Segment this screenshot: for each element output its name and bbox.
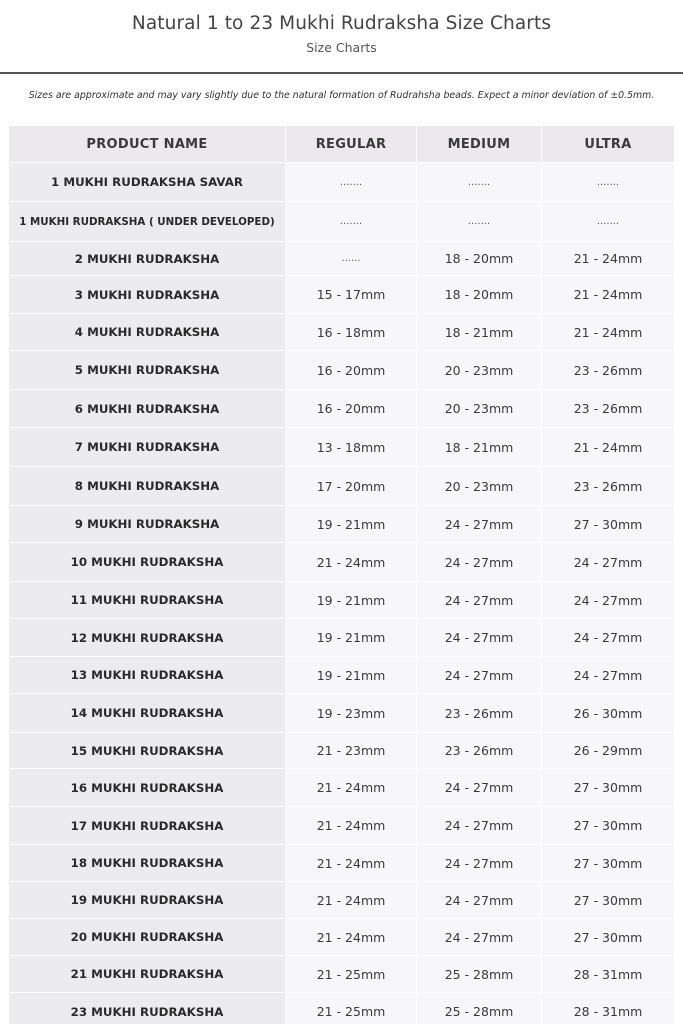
- ultra-size-cell: 28 - 31mm: [542, 956, 675, 993]
- medium-size-cell: 18 - 21mm: [417, 428, 542, 467]
- table-row: [9, 543, 675, 582]
- medium-size-cell: .......: [417, 163, 542, 202]
- ultra-size-cell: 27 - 30mm: [542, 506, 675, 543]
- ultra-size-cell: 23 - 26mm: [542, 351, 675, 390]
- regular-size-cell: 13 - 18mm: [286, 428, 417, 467]
- product-name-cell: 3 MUKHI RUDRAKSHA: [9, 276, 286, 314]
- product-name-cell: 17 MUKHI RUDRAKSHA: [9, 807, 286, 845]
- column-header-ultra: ULTRA: [542, 126, 675, 163]
- ultra-size-cell: 24 - 27mm: [542, 619, 675, 657]
- table-row: [9, 582, 675, 619]
- ultra-size-cell: 27 - 30mm: [542, 845, 675, 882]
- regular-size-cell: 19 - 21mm: [286, 582, 417, 619]
- medium-size-cell: 20 - 23mm: [417, 390, 542, 428]
- ultra-size-cell: 24 - 27mm: [542, 582, 675, 619]
- table-row: [9, 694, 675, 733]
- table-row: [9, 845, 675, 882]
- medium-size-cell: 23 - 26mm: [417, 694, 542, 733]
- regular-size-cell: 21 - 24mm: [286, 919, 417, 956]
- regular-size-cell: ......: [286, 242, 417, 276]
- product-name-cell: 21 MUKHI RUDRAKSHA: [9, 956, 286, 993]
- medium-size-cell: 24 - 27mm: [417, 769, 542, 807]
- table-row: [9, 314, 675, 351]
- medium-size-cell: 24 - 27mm: [417, 657, 542, 694]
- medium-size-cell: 25 - 28mm: [417, 993, 542, 1024]
- page-subtitle: Size Charts: [306, 40, 377, 55]
- ultra-size-cell: 27 - 30mm: [542, 882, 675, 919]
- medium-size-cell: 24 - 27mm: [417, 882, 542, 919]
- ultra-size-cell: 27 - 30mm: [542, 919, 675, 956]
- product-name-cell: 5 MUKHI RUDRAKSHA: [9, 351, 286, 390]
- product-name-cell: 16 MUKHI RUDRAKSHA: [9, 769, 286, 807]
- ultra-size-cell: 26 - 30mm: [542, 694, 675, 733]
- medium-size-cell: 23 - 26mm: [417, 733, 542, 769]
- table-row: [9, 993, 675, 1024]
- product-name-cell: 2 MUKHI RUDRAKSHA: [9, 242, 286, 276]
- medium-size-cell: 24 - 27mm: [417, 919, 542, 956]
- product-name-cell: 11 MUKHI RUDRAKSHA: [9, 582, 286, 619]
- table-row: [9, 657, 675, 694]
- table-row: [9, 619, 675, 657]
- medium-size-cell: 25 - 28mm: [417, 956, 542, 993]
- table-row: [9, 242, 675, 276]
- product-name-cell: 23 MUKHI RUDRAKSHA: [9, 993, 286, 1024]
- regular-size-cell: 16 - 20mm: [286, 390, 417, 428]
- table-row: [9, 390, 675, 428]
- regular-size-cell: 19 - 21mm: [286, 506, 417, 543]
- size-disclaimer-note: Sizes are approximate and may vary slightly due to the natural formation of Rudrahsha beads. Expect a minor deviation of ±0.5mm.: [28, 90, 655, 101]
- medium-size-cell: 24 - 27mm: [417, 845, 542, 882]
- column-header-medium: MEDIUM: [417, 126, 542, 163]
- medium-size-cell: 24 - 27mm: [417, 543, 542, 582]
- table-row: [9, 202, 675, 242]
- table-header: [9, 126, 675, 163]
- column-header-regular: REGULAR: [286, 126, 417, 163]
- table-row: [9, 428, 675, 467]
- ultra-size-cell: 21 - 24mm: [542, 314, 675, 351]
- product-name-cell: 19 MUKHI RUDRAKSHA: [9, 882, 286, 919]
- table-row: [9, 351, 675, 390]
- medium-size-cell: 18 - 20mm: [417, 276, 542, 314]
- ultra-size-cell: 21 - 24mm: [542, 276, 675, 314]
- product-name-cell: 4 MUKHI RUDRAKSHA: [9, 314, 286, 351]
- regular-size-cell: 19 - 21mm: [286, 619, 417, 657]
- product-name-cell: 6 MUKHI RUDRAKSHA: [9, 390, 286, 428]
- medium-size-cell: 24 - 27mm: [417, 506, 542, 543]
- regular-size-cell: 21 - 24mm: [286, 769, 417, 807]
- ultra-size-cell: .......: [542, 202, 675, 242]
- product-name-cell: 1 MUKHI RUDRAKSHA SAVAR: [9, 163, 286, 202]
- ultra-size-cell: 24 - 27mm: [542, 543, 675, 582]
- table-body: [9, 163, 675, 1024]
- ultra-size-cell: 21 - 24mm: [542, 242, 675, 276]
- regular-size-cell: 21 - 24mm: [286, 845, 417, 882]
- regular-size-cell: 15 - 17mm: [286, 276, 417, 314]
- medium-size-cell: 18 - 20mm: [417, 242, 542, 276]
- table-row: [9, 506, 675, 543]
- medium-size-cell: .......: [417, 202, 542, 242]
- medium-size-cell: 24 - 27mm: [417, 582, 542, 619]
- regular-size-cell: .......: [286, 163, 417, 202]
- ultra-size-cell: 28 - 31mm: [542, 993, 675, 1024]
- regular-size-cell: 21 - 24mm: [286, 882, 417, 919]
- table-row: [9, 919, 675, 956]
- ultra-size-cell: 26 - 29mm: [542, 733, 675, 769]
- product-name-cell: 7 MUKHI RUDRAKSHA: [9, 428, 286, 467]
- product-name-cell: 13 MUKHI RUDRAKSHA: [9, 657, 286, 694]
- product-name-cell: 20 MUKHI RUDRAKSHA: [9, 919, 286, 956]
- medium-size-cell: 24 - 27mm: [417, 619, 542, 657]
- medium-size-cell: 20 - 23mm: [417, 467, 542, 506]
- ultra-size-cell: .......: [542, 163, 675, 202]
- table-row: [9, 882, 675, 919]
- regular-size-cell: 21 - 23mm: [286, 733, 417, 769]
- ultra-size-cell: 27 - 30mm: [542, 807, 675, 845]
- product-name-cell: 14 MUKHI RUDRAKSHA: [9, 694, 286, 733]
- table-row: [9, 807, 675, 845]
- table-row: [9, 467, 675, 506]
- table-row: [9, 769, 675, 807]
- table-row: [9, 956, 675, 993]
- ultra-size-cell: 21 - 24mm: [542, 428, 675, 467]
- ultra-size-cell: 24 - 27mm: [542, 657, 675, 694]
- regular-size-cell: 21 - 24mm: [286, 543, 417, 582]
- ultra-size-cell: 23 - 26mm: [542, 390, 675, 428]
- regular-size-cell: 21 - 24mm: [286, 807, 417, 845]
- ultra-size-cell: 23 - 26mm: [542, 467, 675, 506]
- medium-size-cell: 18 - 21mm: [417, 314, 542, 351]
- regular-size-cell: 21 - 25mm: [286, 956, 417, 993]
- product-name-cell: 1 MUKHI RUDRAKSHA ( UNDER DEVELOPED): [9, 202, 286, 242]
- product-name-cell: 9 MUKHI RUDRAKSHA: [9, 506, 286, 543]
- size-chart-table: [8, 125, 675, 1024]
- product-name-cell: 15 MUKHI RUDRAKSHA: [9, 733, 286, 769]
- product-name-cell: 18 MUKHI RUDRAKSHA: [9, 845, 286, 882]
- medium-size-cell: 24 - 27mm: [417, 807, 542, 845]
- product-name-cell: 12 MUKHI RUDRAKSHA: [9, 619, 286, 657]
- table-row: [9, 276, 675, 314]
- column-header-product-name: PRODUCT NAME: [9, 126, 286, 163]
- regular-size-cell: 19 - 21mm: [286, 657, 417, 694]
- size-chart-table-container: [8, 125, 674, 1024]
- ultra-size-cell: 27 - 30mm: [542, 769, 675, 807]
- table-row: [9, 163, 675, 202]
- page-header: [0, 0, 683, 74]
- table-row: [9, 733, 675, 769]
- medium-size-cell: 20 - 23mm: [417, 351, 542, 390]
- regular-size-cell: .......: [286, 202, 417, 242]
- regular-size-cell: 17 - 20mm: [286, 467, 417, 506]
- regular-size-cell: 21 - 25mm: [286, 993, 417, 1024]
- page-title: Natural 1 to 23 Mukhi Rudraksha Size Charts: [131, 13, 552, 34]
- regular-size-cell: 16 - 20mm: [286, 351, 417, 390]
- regular-size-cell: 19 - 23mm: [286, 694, 417, 733]
- product-name-cell: 8 MUKHI RUDRAKSHA: [9, 467, 286, 506]
- product-name-cell: 10 MUKHI RUDRAKSHA: [9, 543, 286, 582]
- regular-size-cell: 16 - 18mm: [286, 314, 417, 351]
- table-header-row: [9, 126, 675, 163]
